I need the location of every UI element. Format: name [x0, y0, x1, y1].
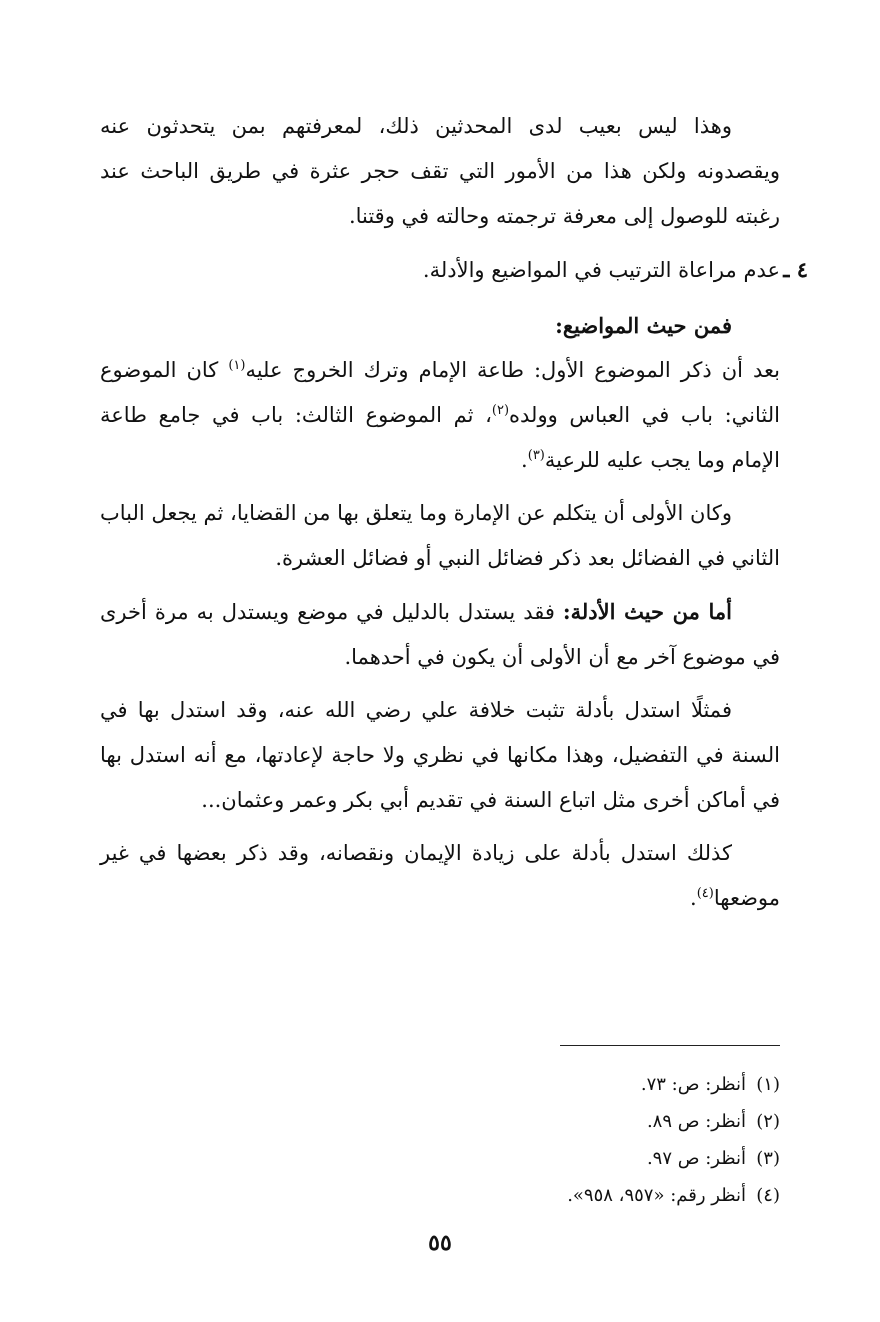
paragraph-better-order: وكان الأولى أن يتكلم عن الإمارة وما يتعلق بها من القضايا، ثم يجعل الباب الثاني في الفضائل بعد ذكر فضائل النبي أو فضائل العشرة.	[100, 501, 780, 570]
footnote-number: (٢)	[756, 1111, 780, 1132]
paragraph-topics-text-a: بعد أن ذكر الموضوع الأول: طاعة الإمام وترك الخروج عليه	[245, 358, 780, 382]
paragraph-evidence-text: فقد يستدل بالدليل في موضع ويستدل به مرة أخرى في موضوع آخر مع أن الأولى أن يكون في أحدهما.	[100, 600, 780, 669]
evidence-heading: أما من حيث الأدلة:	[562, 599, 732, 624]
footnote-number: (٣)	[756, 1148, 780, 1169]
paragraph-faith-text-a: كذلك استدل بأدلة على زيادة الإيمان ونقصانه، وقد ذكر بعضها في غير موضعها	[100, 841, 780, 910]
footnote-ref-2: (٢)	[491, 403, 510, 418]
footnotes	[100, 1066, 780, 1214]
footnote-text: أنظر: ص: ٧٣.	[640, 1074, 746, 1095]
page-number: ٥٥	[428, 1230, 452, 1256]
footnote-4	[100, 1177, 780, 1214]
paragraph-narrators-identity: وهذا ليس بعيب لدى المحدثين ذلك، لمعرفتهم بمن يتحدثون عنه ويقصدونه ولكن هذا من الأمور التي تقف حجر عثرة في طريق الباحث عند رغبته للوصول إلى معرفة ترجمته وحالته في وقتنا.	[100, 114, 780, 228]
paragraph-topics-text-c: ، ثم الموضوع الثالث: باب في جامع طاعة الإمام وما يجب عليه للرعية	[100, 403, 780, 472]
paragraph-example-caliphate: فمثلًا استدل بأدلة تثبت خلافة علي رضي الله عنه، وقد استدل بها في السنة في التفضيل، وهذا مكانها في نظري ولا حاجة لإعادتها، مع أنه استدل بها في أماكن أخرى مثل اتباع السنة في تقديم أبي بكر وعمر وعثمان...	[100, 698, 780, 812]
footnote-2	[100, 1103, 780, 1140]
main-text	[100, 104, 808, 929]
topics-heading: فمن حيث المواضيع:	[555, 313, 732, 338]
list-item-4	[100, 247, 808, 293]
footnote-text: أنظر: ص ٨٩.	[646, 1111, 746, 1132]
paragraph-topics-text-b: كان الموضوع الثاني: باب في العباس وولده	[100, 358, 780, 427]
paragraph-example-faith	[100, 831, 780, 921]
footnote-3	[100, 1140, 780, 1177]
footnote-1	[100, 1066, 780, 1103]
footnote-text: أنظر رقم: «٩٥٧، ٩٥٨».	[567, 1185, 746, 1206]
paragraph-topics-order	[100, 348, 780, 483]
footnote-text: أنظر: ص ٩٧.	[646, 1148, 746, 1169]
paragraph-faith-text-b: .	[690, 886, 697, 910]
paragraph-evidence	[100, 589, 780, 680]
footnote-ref-3: (٣)	[527, 448, 545, 463]
footnote-number: (١)	[756, 1074, 780, 1095]
list-item-number: ٤ ـ	[783, 257, 808, 282]
list-item-text: عدم مراعاة الترتيب في المواضيع والأدلة.	[422, 258, 780, 282]
footnote-number: (٤)	[756, 1185, 780, 1206]
footnote-ref-1: (١)	[228, 358, 246, 373]
footnote-divider	[560, 1045, 780, 1046]
footnote-ref-4: (٤)	[696, 886, 714, 901]
paragraph-topics-text-d: .	[521, 448, 528, 472]
